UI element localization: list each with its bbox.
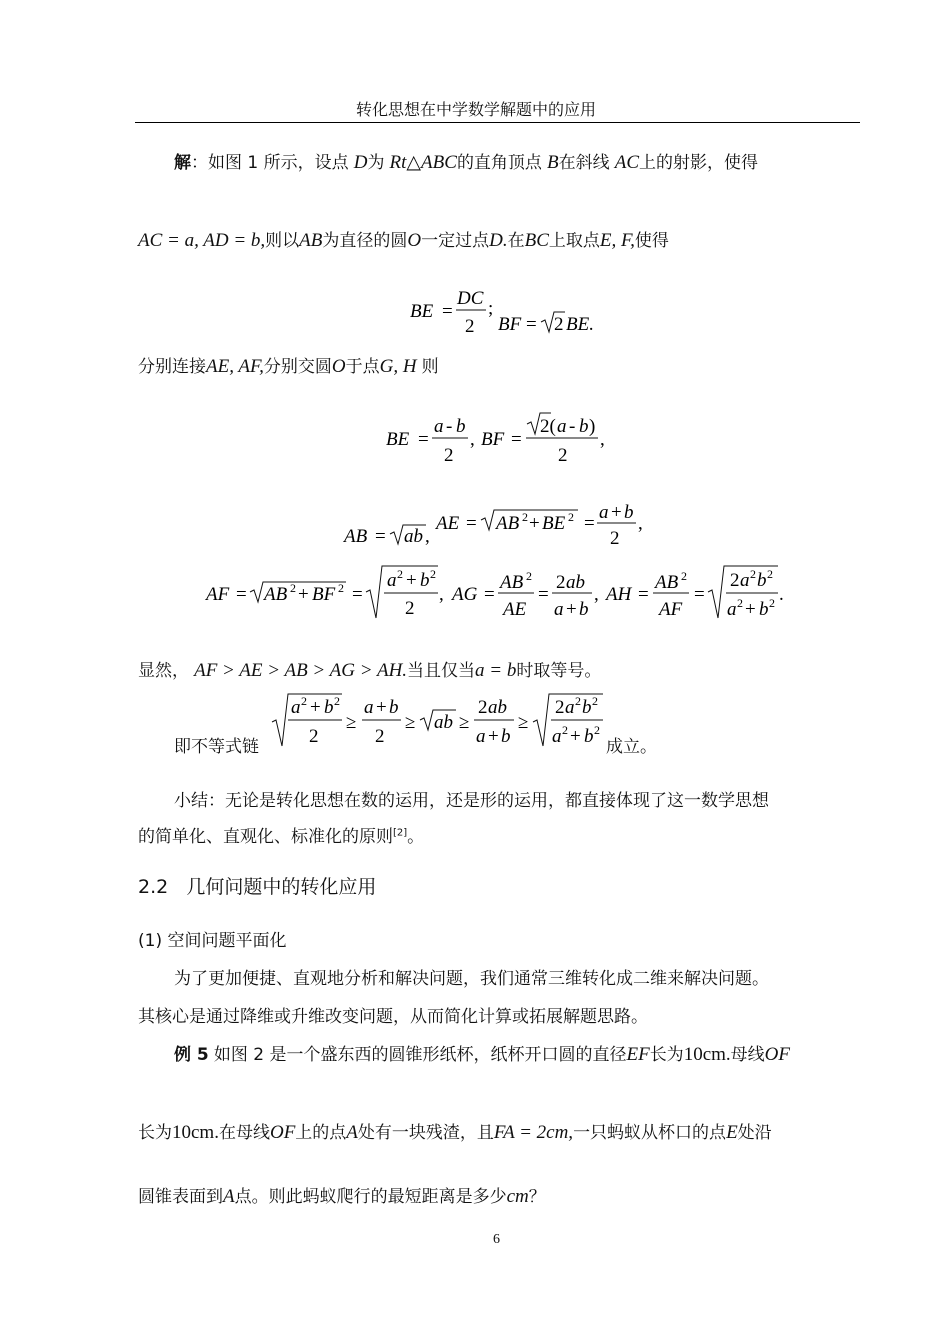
header-rule: [135, 122, 860, 123]
math-A: A: [346, 1122, 358, 1143]
running-header: 转化思想在中学数学解题中的应用: [356, 100, 597, 119]
svg-text:+: +: [406, 570, 417, 591]
svg-text:AF: AF: [206, 584, 230, 605]
svg-text:2: 2: [405, 598, 415, 619]
svg-text:≥: ≥: [405, 712, 416, 733]
math-cm: cm: [506, 1186, 529, 1207]
svg-text:2: 2: [478, 697, 488, 718]
svg-text:+: +: [566, 599, 577, 620]
text: 一只蚂蚁从杯口的点: [573, 1123, 727, 1143]
svg-text:+: +: [298, 584, 309, 605]
svg-text:,: ,: [600, 429, 605, 450]
svg-text:b: b: [584, 726, 594, 747]
text: 如图 2 是一个盛东西的圆锥形纸杯，纸杯开口圆的直径: [213, 1045, 627, 1065]
math-FA: FA = 2cm,: [493, 1122, 574, 1143]
text: 母线: [730, 1045, 765, 1065]
svg-text:,: ,: [638, 513, 643, 534]
math-BC: BC: [524, 230, 549, 251]
solution-line-2: [138, 226, 669, 252]
svg-text:2: 2: [397, 567, 403, 581]
svg-text:AB: AB: [264, 584, 288, 605]
svg-text:+: +: [745, 599, 756, 620]
svg-text:): ): [589, 416, 596, 437]
svg-text:ab: ab: [434, 712, 453, 733]
math-EF: EF: [626, 1044, 650, 1065]
math-OF: OF: [269, 1122, 296, 1143]
example-label: 例 5: [174, 1045, 209, 1065]
svg-text:;: ;: [488, 298, 494, 319]
solution-line-5-lead: 即不等式链: [174, 737, 259, 757]
page-number: 6: [493, 1232, 500, 1247]
svg-text:2: 2: [750, 567, 756, 581]
body-line-2: 其核心是通过降维或升维改变问题，从而简化计算或拓展解题思路。: [138, 1007, 648, 1027]
svg-text:a: a: [364, 697, 374, 718]
svg-text:BF: BF: [312, 584, 336, 605]
svg-text:b: b: [579, 599, 589, 620]
svg-text:=: =: [442, 301, 453, 322]
svg-text:+: +: [376, 697, 387, 718]
math-O: O: [407, 230, 422, 251]
svg-text:.: .: [779, 584, 784, 605]
svg-text:2: 2: [575, 694, 581, 708]
svg-text:b: b: [757, 570, 767, 591]
math-AC: AC: [614, 152, 640, 173]
svg-text:2: 2: [737, 596, 743, 610]
math-AE-AF: AE, AF,: [206, 356, 264, 377]
text: 在: [507, 231, 525, 251]
svg-text:a: a: [434, 416, 444, 437]
svg-text:2: 2: [681, 569, 687, 583]
svg-text:BF: BF: [498, 314, 522, 335]
svg-text:b: b: [624, 502, 634, 523]
svg-text:BE: BE: [410, 301, 434, 322]
solution-label: 解: [174, 153, 191, 173]
svg-text:=: =: [236, 584, 247, 605]
text: 圆锥表面到: [138, 1187, 223, 1207]
svg-text:,: ,: [470, 429, 475, 450]
math-E: E: [726, 1122, 738, 1143]
svg-text:=: =: [526, 314, 537, 335]
svg-text:-: -: [569, 416, 576, 437]
svg-text:AF: AF: [659, 599, 683, 620]
math-D: D.: [489, 230, 508, 251]
text: 长为: [649, 1045, 684, 1065]
text: 长为: [138, 1123, 172, 1143]
example-line-2: [138, 1118, 772, 1144]
text: 处沿: [737, 1123, 772, 1143]
text: 显然，: [138, 661, 189, 681]
svg-text:2: 2: [555, 697, 565, 718]
svg-text:+: +: [310, 697, 321, 718]
svg-text:AB: AB: [496, 513, 520, 534]
text: 一定过点: [421, 231, 490, 251]
svg-text:=: =: [638, 584, 649, 605]
section-number: 2.2: [138, 876, 169, 898]
svg-text:2: 2: [526, 569, 532, 583]
svg-text:ab: ab: [488, 697, 507, 718]
math-O: O: [331, 356, 346, 377]
text: ：如图 1 所示，设点: [191, 153, 349, 173]
svg-text:b: b: [420, 570, 430, 591]
svg-text:+: +: [611, 502, 622, 523]
svg-text:2: 2: [610, 528, 620, 549]
svg-text:ab: ab: [404, 526, 423, 547]
svg-text:b: b: [389, 697, 399, 718]
svg-text:AB: AB: [500, 572, 524, 593]
equation-1: [400, 282, 620, 342]
svg-text:a: a: [557, 416, 567, 437]
text: 为: [367, 153, 385, 173]
svg-text:≥: ≥: [346, 712, 357, 733]
svg-text:2: 2: [338, 581, 344, 595]
text: 的简单化、直观化、标准化的原则: [138, 827, 393, 847]
svg-text:BE: BE: [386, 429, 410, 450]
solution-line-1: [174, 148, 758, 174]
equation-3: [340, 498, 660, 554]
solution-line-5-tail: 成立。: [606, 737, 657, 757]
svg-text:b: b: [759, 599, 769, 620]
svg-text:=: =: [694, 584, 705, 605]
math-B: B: [547, 152, 559, 173]
summary-line-2: [138, 822, 424, 847]
equation-2: [380, 408, 630, 470]
svg-text:a: a: [291, 697, 301, 718]
svg-text:a: a: [554, 599, 564, 620]
svg-text:2: 2: [309, 726, 319, 747]
svg-text:a: a: [552, 726, 562, 747]
text: 于点: [345, 357, 380, 377]
svg-text:,: ,: [594, 584, 599, 605]
svg-text:=: =: [466, 513, 477, 534]
text: 。: [407, 827, 425, 847]
svg-text:2: 2: [562, 723, 568, 737]
text: 处有一块残渣，且: [357, 1123, 494, 1143]
example-line-3: [138, 1182, 546, 1208]
text: 上的射影，使得: [639, 153, 759, 173]
text: 上的点: [295, 1123, 347, 1143]
svg-text:2: 2: [558, 445, 568, 466]
svg-text:=: =: [375, 526, 386, 547]
svg-text:,: ,: [425, 526, 430, 547]
svg-text:2: 2: [444, 445, 454, 466]
svg-text:+: +: [488, 726, 499, 747]
math-definitions: AC = a, AD = b,: [138, 230, 266, 251]
text: 分别连接: [138, 357, 206, 377]
text: 使得: [634, 231, 669, 251]
svg-text:BE.: BE.: [566, 314, 594, 335]
svg-text:2: 2: [290, 581, 296, 595]
svg-text:≥: ≥: [459, 712, 470, 733]
subsection-heading: (1) 空间问题平面化: [138, 931, 287, 951]
body-line-1: 为了更加便捷、直观地分析和解决问题，我们通常三维转化成二维来解决问题。: [174, 969, 769, 989]
svg-text:2: 2: [554, 314, 564, 335]
svg-text:AE: AE: [503, 599, 527, 620]
section-heading: [138, 872, 376, 899]
svg-text:2: 2: [465, 316, 475, 337]
example-line-1: [174, 1040, 790, 1066]
text: 则以: [265, 231, 300, 251]
svg-text:2: 2: [568, 510, 574, 524]
text: 当且仅当: [407, 661, 476, 681]
svg-text:=: =: [352, 584, 363, 605]
solution-line-4: [138, 656, 601, 682]
svg-text:=: =: [538, 584, 549, 605]
text: 上取点: [548, 231, 600, 251]
svg-text:DC: DC: [457, 288, 484, 309]
svg-text:a: a: [740, 570, 750, 591]
svg-text:BF: BF: [481, 429, 505, 450]
svg-text:ab: ab: [566, 572, 585, 593]
math-G-H: G, H: [379, 356, 417, 377]
svg-text:2: 2: [594, 723, 600, 737]
citation-ref: [2]: [393, 827, 408, 839]
math-OF: OF: [764, 1044, 790, 1065]
svg-text:AE: AE: [436, 513, 460, 534]
svg-text:AG: AG: [452, 584, 478, 605]
svg-text:a: a: [476, 726, 486, 747]
svg-text:2: 2: [592, 694, 598, 708]
math-D: D: [353, 152, 368, 173]
svg-text:,: ,: [439, 584, 444, 605]
svg-text:+: +: [529, 513, 540, 534]
svg-text:b: b: [501, 726, 511, 747]
text: 分别交圆: [263, 357, 332, 377]
svg-text:a: a: [599, 502, 609, 523]
svg-text:2: 2: [334, 694, 340, 708]
svg-text:AH: AH: [606, 584, 632, 605]
svg-text:2: 2: [430, 567, 436, 581]
svg-text:=: =: [511, 429, 522, 450]
svg-text:2: 2: [375, 726, 385, 747]
svg-text:2(: 2(: [540, 416, 556, 437]
math-triangle: Rt△ABC: [389, 152, 457, 173]
svg-text:a: a: [727, 599, 737, 620]
svg-text:≥: ≥: [518, 712, 529, 733]
math-length: 10cm.: [683, 1044, 731, 1065]
svg-text:b: b: [456, 416, 466, 437]
math-inequality-chain: AF > AE > AB > AG > AH.: [194, 660, 408, 681]
math-EF: E, F,: [599, 230, 635, 251]
svg-text:2: 2: [301, 694, 307, 708]
svg-text:2: 2: [556, 572, 566, 593]
text: 的直角顶点: [456, 153, 542, 173]
svg-text:b: b: [582, 697, 592, 718]
solution-line-3: [138, 352, 439, 378]
text: 为直径的圆: [322, 231, 408, 251]
svg-text:2: 2: [767, 567, 773, 581]
svg-text:-: -: [446, 416, 453, 437]
text: 点。则此蚂蚁爬行的最短距离是多少: [234, 1187, 507, 1207]
svg-text:2: 2: [522, 510, 528, 524]
svg-text:=: =: [484, 584, 495, 605]
svg-text:b: b: [324, 697, 334, 718]
text: 则: [421, 357, 439, 377]
svg-text:a: a: [387, 570, 397, 591]
svg-text:AB: AB: [344, 526, 368, 547]
equation-4: [200, 562, 800, 626]
svg-text:a: a: [565, 697, 575, 718]
text: 在斜线: [558, 153, 610, 173]
text: 在母线: [218, 1123, 270, 1143]
summary-line-1: 小结：无论是转化思想在数的运用，还是形的运用，都直接体现了这一数学思想: [174, 791, 769, 811]
svg-text:+: +: [570, 726, 581, 747]
math-AB: AB: [299, 230, 323, 251]
svg-text:=: =: [584, 513, 595, 534]
math-a-equals-b: a = b: [475, 660, 517, 681]
math-A: A: [223, 1186, 235, 1207]
svg-text:2: 2: [730, 570, 740, 591]
text: 时取等号。: [516, 661, 602, 681]
text: ？: [528, 1187, 546, 1207]
svg-text:BE: BE: [542, 513, 566, 534]
svg-text:2: 2: [769, 596, 775, 610]
section-title: 几何问题中的转化应用: [186, 876, 377, 898]
svg-text:b: b: [579, 416, 589, 437]
svg-text:=: =: [418, 429, 429, 450]
math-length: 10cm.: [172, 1122, 219, 1143]
inequality-chain: [266, 688, 606, 752]
svg-text:AB: AB: [655, 572, 679, 593]
